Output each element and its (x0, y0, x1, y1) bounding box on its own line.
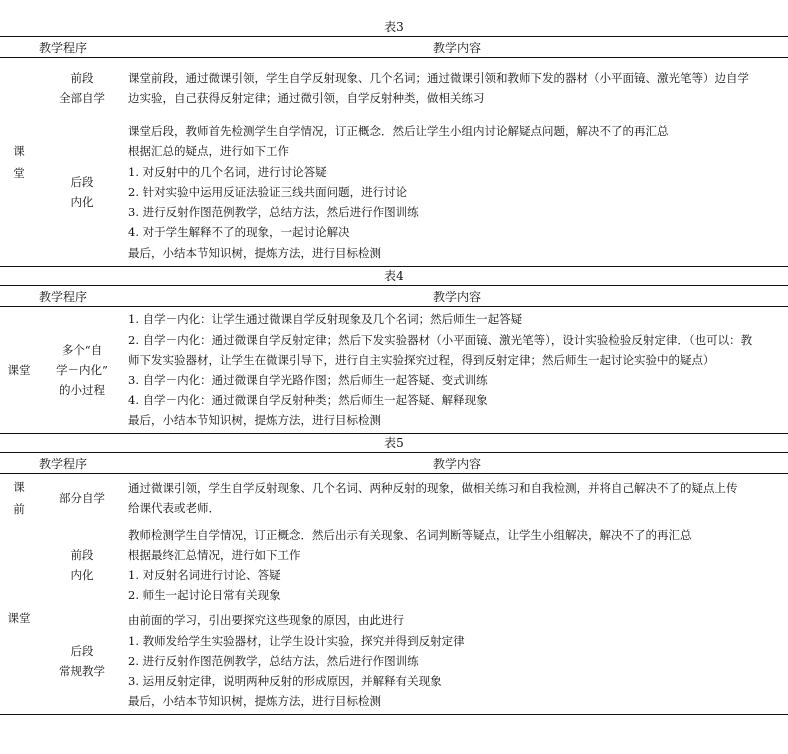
content-line: 根据汇总的疑点，进行如下工作 (128, 144, 290, 159)
table5-in-class-label: 课堂 (7, 611, 31, 625)
table3 (0, 36, 788, 267)
content-line: 1. 对反射中的几个名词，进行讨论答疑 (128, 164, 327, 179)
table-row (0, 58, 788, 119)
content-line: 最后，小结本节知识树，提炼方法，进行目标检测 (128, 413, 382, 428)
content-line: 最后，小结本节知识树，提炼方法，进行目标检测 (128, 245, 382, 260)
content-line: 1. 对反射名词进行讨论、答疑 (128, 568, 281, 582)
stage-label: 后段 (70, 644, 94, 658)
content-line: 3. 自学－内化：通过微课自学光路作图；然后师生一起答疑、变式训练 (128, 373, 488, 387)
content-line: 由前面的学习，引出要探究这些现象的原因，由此进行 (128, 613, 405, 628)
table5-header-procedure: 教学程序 (39, 456, 88, 471)
content-line: 边实验，自己获得反射定律；通过微引领，自学反射种类，做相关练习 (128, 91, 485, 105)
content-line: 4. 自学－内化：通过微课自学反射种类；然后师生一起答疑、解释现象 (128, 393, 488, 408)
table5-category-cell (0, 522, 38, 715)
table-row (0, 608, 788, 715)
table5-stage-cell (38, 608, 126, 715)
table5 (0, 452, 788, 715)
table4-category-cell (0, 307, 38, 434)
stage-label: 前段 (70, 548, 94, 562)
stage-label: 全部自学 (59, 91, 105, 105)
table5-header-row (0, 453, 788, 474)
table3-stage-cell (38, 58, 126, 119)
table4-content-cell (126, 307, 788, 434)
table3-category-cell (0, 58, 38, 267)
table-row (0, 118, 788, 267)
table5-content-cell (126, 522, 788, 608)
table4-stage-cell (38, 307, 126, 434)
table3-category-label: 课 堂 (13, 144, 25, 180)
stage-label: 多个“自 (61, 343, 103, 357)
content-line: 2. 进行反射作图范例教学，总结方法，然后进行作图训练 (128, 653, 419, 668)
stage-label: 的小过程 (59, 383, 105, 397)
content-line: 1. 教师发给学生实验器材，让学生设计实验，探究并得到反射定律 (128, 633, 465, 648)
content-line: 最后，小结本节知识树，提炼方法，进行目标检测 (128, 694, 382, 709)
table3-header-procedure: 教学程序 (39, 40, 88, 55)
table4-header-procedure: 教学程序 (39, 289, 88, 304)
table4 (0, 285, 788, 434)
content-line: 根据最终汇总情况，进行如下工作 (128, 547, 301, 562)
content-line: 教师检测学生自学情况，订正概念．然后出示有关现象、名词判断等疑点，让学生小组解决，解决不了的再汇总 (128, 527, 692, 542)
stage-label: 后段 (70, 175, 94, 189)
table3-header-content: 教学内容 (433, 40, 482, 55)
table3-stage-cell (38, 118, 126, 267)
table-row (0, 307, 788, 434)
table-row (0, 522, 788, 608)
table5-content-cell (126, 608, 788, 715)
table3-content-cell (126, 58, 788, 119)
content-line: 1. 自学－内化：让学生通过微课自学反射现象及几个名词；然后师生一起答疑 (128, 312, 523, 327)
content-line: 课堂后段，教师首先检测学生自学情况，订正概念．然后让学生小组内讨论解疑点问题，解决不了的再汇总 (128, 124, 669, 139)
table-row (0, 474, 788, 523)
content-line: 3. 运用反射定律，说明两种反射的形成原因，并解释有关现象 (128, 674, 442, 689)
table3-content-cell (126, 118, 788, 267)
table4-header-content: 教学内容 (433, 289, 482, 304)
stage-label: 前段 (70, 71, 94, 85)
content-line: 给课代表或老师． (128, 501, 221, 515)
stage-label: 部分自学 (59, 491, 105, 505)
table5-header-content: 教学内容 (433, 456, 482, 471)
stage-label: 内化 (70, 195, 94, 209)
table5-caption: 表5 (384, 436, 404, 450)
content-line: 2. 自学－内化：通过微课自学反射定律；然后下发实验器材（小平面镜、激光笔等），设计实验检验反射定律．（也可以：教 (128, 332, 753, 347)
table5-category-cell (0, 474, 38, 523)
table5-content-cell (126, 474, 788, 523)
stage-label: 内化 (70, 568, 94, 582)
document-page (0, 18, 788, 754)
table4-category-label: 课堂 (7, 363, 31, 377)
table4-header-row (0, 286, 788, 307)
content-line: 2. 针对实验中运用反证法验证三线共面问题，进行讨论 (128, 184, 408, 199)
table4-caption: 表4 (384, 269, 404, 283)
content-line: 课堂前段，通过微课引领，学生自学反射现象、几个名词；通过微课引领和教师下发的器材（小平面镜、激光笔等）边自学 (128, 70, 750, 85)
table5-stage-cell (38, 474, 126, 523)
content-line: 师下发实验器材，让学生在微课引导下，进行自主实验探究过程，得到反射定律；然后师生一起讨论实验中的疑点） (128, 352, 715, 367)
table3-caption: 表3 (384, 20, 404, 34)
content-line: 通过微课引领，学生自学反射现象、几个名词、两种反射的现象，做相关练习和自我检测，并将自己解决不了的疑点上传 (128, 480, 738, 495)
table3-header-row (0, 37, 788, 58)
stage-label: 学－内化” (56, 363, 108, 377)
content-line: 2. 师生一起讨论日常有关现象 (128, 588, 281, 603)
content-line: 3. 进行反射作图范例教学，总结方法，然后进行作图训练 (128, 205, 419, 220)
table5-pre-class-label: 课 前 (13, 480, 25, 516)
stage-label: 常规教学 (59, 664, 105, 678)
table5-stage-cell (38, 522, 126, 608)
content-line: 4. 对于学生解释不了的现象，一起讨论解决 (128, 225, 350, 240)
